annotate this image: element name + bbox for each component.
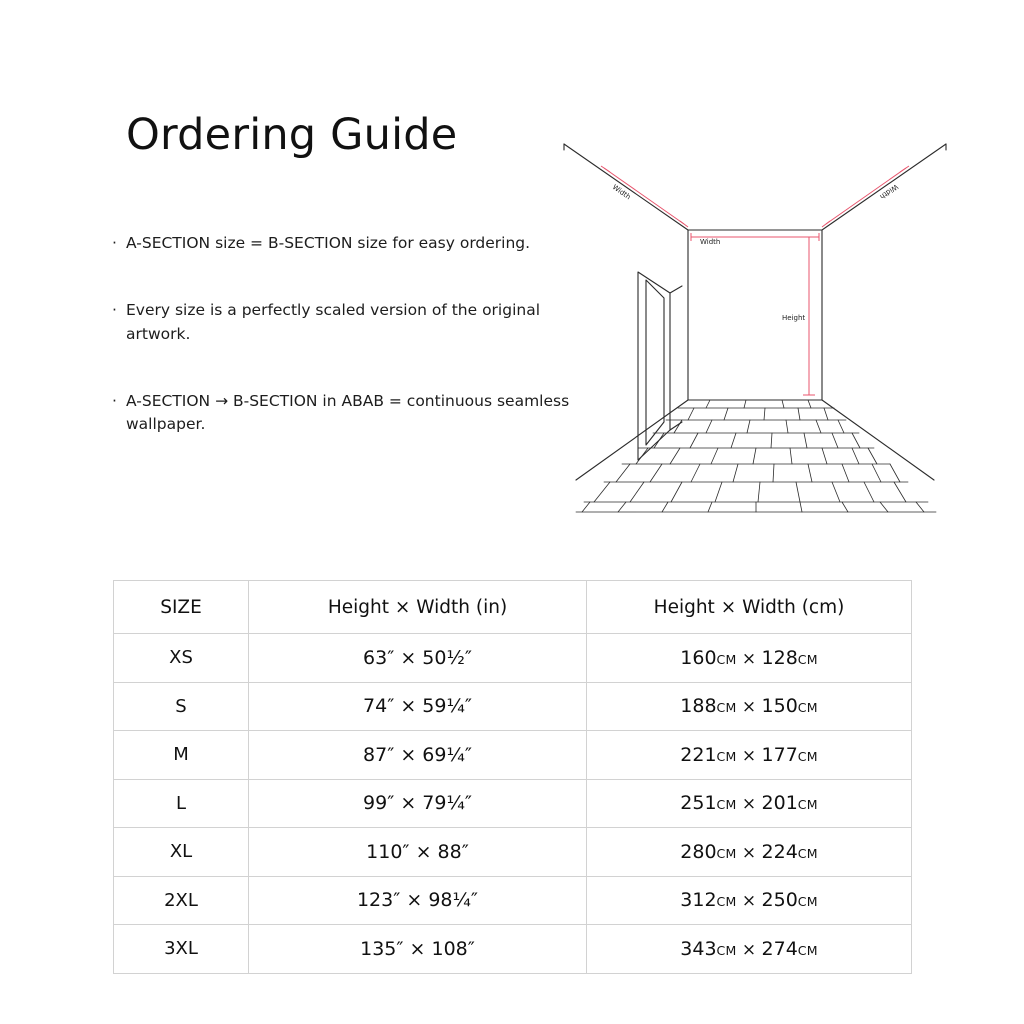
- column-header-inches: Height × Width (in): [249, 581, 587, 634]
- cm-unit: CM: [797, 700, 818, 716]
- cell-inches: 135″ × 108″: [249, 925, 587, 974]
- cell-cm: 312CM × 250CM: [587, 876, 912, 925]
- cell-size: XS: [114, 634, 249, 683]
- cell-inches: 87″ × 69¼″: [249, 731, 587, 780]
- cm-width: 150: [761, 695, 798, 718]
- cell-size: L: [114, 779, 249, 828]
- cell-inches: 74″ × 59¼″: [249, 682, 587, 731]
- cm-unit: CM: [716, 700, 737, 716]
- cell-size: 3XL: [114, 925, 249, 974]
- cm-unit: CM: [716, 942, 737, 958]
- cell-cm: 160CM × 128CM: [587, 634, 912, 683]
- cm-width: 250: [761, 889, 798, 912]
- illustration-label-left-width: Width: [610, 183, 633, 202]
- cm-height: 343: [680, 937, 717, 960]
- cm-unit: CM: [797, 894, 818, 910]
- list-item: [112, 232, 592, 255]
- table-row: [114, 682, 912, 731]
- illustration-label-height: Height: [782, 314, 806, 322]
- cm-height: 251: [680, 792, 717, 815]
- cell-size: 2XL: [114, 876, 249, 925]
- bullet-marker-icon: ·: [112, 301, 117, 320]
- cell-size: XL: [114, 828, 249, 877]
- cell-inches: 123″ × 98¼″: [249, 876, 587, 925]
- cm-height: 280: [680, 840, 717, 863]
- table-row: [114, 634, 912, 683]
- cm-height: 312: [680, 889, 717, 912]
- illustration-label-top-width: Width: [700, 238, 721, 246]
- table-row: [114, 731, 912, 780]
- table-row: [114, 779, 912, 828]
- cell-cm: 221CM × 177CM: [587, 731, 912, 780]
- cm-unit: CM: [716, 748, 737, 764]
- illustration-label-right-width: Width: [878, 182, 900, 201]
- bullet-marker-icon: ·: [112, 391, 117, 410]
- cm-unit: CM: [716, 651, 737, 667]
- bullet-marker-icon: ·: [112, 234, 117, 252]
- ordering-notes-list: [112, 232, 592, 480]
- cm-height: 160: [680, 646, 717, 669]
- cell-cm: 251CM × 201CM: [587, 779, 912, 828]
- cell-cm: 343CM × 274CM: [587, 925, 912, 974]
- cm-unit: CM: [716, 894, 737, 910]
- cm-unit: CM: [716, 845, 737, 861]
- cell-cm: 188CM × 150CM: [587, 682, 912, 731]
- cm-unit: CM: [797, 942, 818, 958]
- list-item: [112, 390, 592, 437]
- cm-unit: CM: [797, 797, 818, 813]
- cm-width: 177: [761, 743, 798, 766]
- cm-height: 188: [680, 695, 717, 718]
- list-item-text: Every size is a perfectly scaled version of the original artwork.: [126, 301, 541, 343]
- cell-size: M: [114, 731, 249, 780]
- size-chart-table: [113, 580, 912, 974]
- cm-width: 128: [761, 646, 798, 669]
- cm-width: 274: [761, 937, 798, 960]
- cm-unit: CM: [797, 845, 818, 861]
- cell-inches: 99″ × 79¼″: [249, 779, 587, 828]
- cm-width: 201: [761, 792, 798, 815]
- table-row: [114, 925, 912, 974]
- cell-size: S: [114, 682, 249, 731]
- column-header-size: SIZE: [114, 581, 249, 634]
- table-header-row: [114, 581, 912, 634]
- cm-unit: CM: [797, 748, 818, 764]
- page-title: Ordering Guide: [126, 110, 458, 160]
- table-row: [114, 828, 912, 877]
- cm-unit: CM: [716, 797, 737, 813]
- cm-width: 224: [761, 840, 798, 863]
- column-header-cm: Height × Width (cm): [587, 581, 912, 634]
- cell-cm: 280CM × 224CM: [587, 828, 912, 877]
- room-perspective-diagram: [560, 130, 950, 520]
- cm-height: 221: [680, 743, 717, 766]
- list-item-text: A-SECTION → B-SECTION in ABAB = continuous seamless wallpaper.: [126, 391, 570, 433]
- cell-inches: 110″ × 88″: [249, 828, 587, 877]
- list-item-text: A-SECTION size = B-SECTION size for easy ordering.: [126, 234, 531, 252]
- cell-inches: 63″ × 50½″: [249, 634, 587, 683]
- table-row: [114, 876, 912, 925]
- cm-unit: CM: [797, 651, 818, 667]
- list-item: [112, 299, 592, 346]
